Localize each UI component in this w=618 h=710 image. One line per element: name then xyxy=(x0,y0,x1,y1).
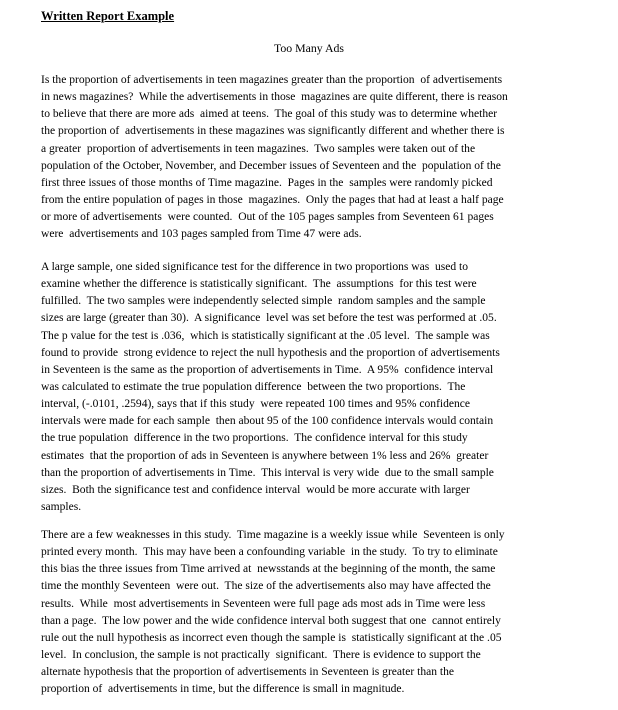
paragraph-line: alternate hypothesis that the proportion of advertisements in Seventeen is greater than the xyxy=(41,666,454,679)
paragraph-line: from the entire population of pages in those magazines. Only the pages that had at least a half page xyxy=(41,193,504,206)
paragraph-line: proportion of advertisements in time, but the difference is small in magnitude. xyxy=(41,683,405,696)
paragraph-line: intervals were made for each sample then about 95 of the 100 confidence intervals would contain xyxy=(41,415,494,428)
paragraph-line: fulfilled. The two samples were independently selected simple random samples and the sample xyxy=(41,295,486,308)
paragraph-line: sizes are large (greater than 30). A significance level was set before the test was performed at .05. xyxy=(41,312,497,325)
paragraph-line: interval, (-.0101, .2594), says that if this study were repeated 100 times and 95% confidence xyxy=(41,398,471,411)
paragraph-line: in news magazines? While the advertisements in those magazines are quite different, there is reason xyxy=(41,91,508,104)
paragraph-introduction xyxy=(41,72,601,243)
paragraph-line: found to provide strong evidence to reject the null hypothesis and the proportion of advertisements xyxy=(41,346,500,359)
paragraph-line: in Seventeen is the same as the proportion of advertisements in Time. A 95% confidence interval xyxy=(41,363,494,376)
paragraph-line: rule out the null hypothesis as incorrect even though the sample is statistically significant at the .05 xyxy=(41,631,502,644)
paragraph-line: the proportion of advertisements in these magazines was significantly different and whether there is xyxy=(41,125,505,138)
paragraph-line: The p value for the test is .036, which is statistically significant at the .05 level. The sample was xyxy=(41,329,490,342)
document-heading: Written Report Example xyxy=(41,9,175,23)
paragraph-line: population of the October, November, and December issues of Seventeen and the population of the xyxy=(41,159,501,172)
paragraph-line: A large sample, one sided significance test for the difference in two proportions was used to xyxy=(41,261,469,273)
paragraph-line: were advertisements and 103 pages sampled from Time 47 were ads. xyxy=(41,228,362,241)
paragraph-line: Is the proportion of advertisements in teen magazines greater than the proportion of advertisements xyxy=(41,74,503,86)
paragraph-line: time the monthly Seventeen were out. The size of the advertisements also may have affected the xyxy=(41,580,491,593)
paragraph-line: results. While most advertisements in Seventeen were full page ads most ads in Time were less xyxy=(41,597,486,610)
paragraph-line: a greater proportion of advertisements in teen magazines. Two samples were taken out of the xyxy=(41,142,476,155)
paragraph-conclusion xyxy=(41,527,601,698)
paragraph-line: than a page. The low power and the wide confidence interval both suggest that one cannot entirely xyxy=(41,614,501,627)
paragraph-line: level. In conclusion, the sample is not practically significant. There is evidence to support the xyxy=(41,648,481,661)
paragraph-line: estimates that the proportion of ads in Seventeen is anywhere between 1% less and 26% greater xyxy=(41,449,489,462)
paragraph-line: There are a few weaknesses in this study. Time magazine is a weekly issue while Seventeen is only xyxy=(41,529,505,541)
paragraph-line: first three issues of those months of Time magazine. Pages in the samples were randomly picked xyxy=(41,176,493,189)
paragraph-line: than the proportion of advertisements in Time. This interval is very wide due to the small sample xyxy=(41,466,494,479)
paragraph-analysis xyxy=(41,259,601,516)
paragraph-line: to believe that there are more ads aimed at teens. The goal of this study was to determine whether xyxy=(41,108,498,121)
paragraph-line: samples. xyxy=(41,500,82,513)
paragraph-line: or more of advertisements were counted. Out of the 105 pages samples from Seventeen 61 pages xyxy=(41,211,494,224)
paragraph-line: examine whether the difference is statistically significant. The assumptions for this test were xyxy=(41,278,477,291)
paragraph-line: the true population difference in the two proportions. The confidence interval for this study xyxy=(41,432,468,445)
paragraph-line: sizes. Both the significance test and confidence interval would be more accurate with larger xyxy=(41,483,470,496)
paragraph-line: this bias the three issues from Time arrived at newsstands at the beginning of the month, the same xyxy=(41,563,496,576)
paragraph-line: was calculated to estimate the true population difference between the two proportions. The xyxy=(41,380,466,393)
report-title: Too Many Ads xyxy=(274,41,344,55)
paragraph-line: printed every month. This may have been a confounding variable in the study. To try to eliminate xyxy=(41,546,498,559)
